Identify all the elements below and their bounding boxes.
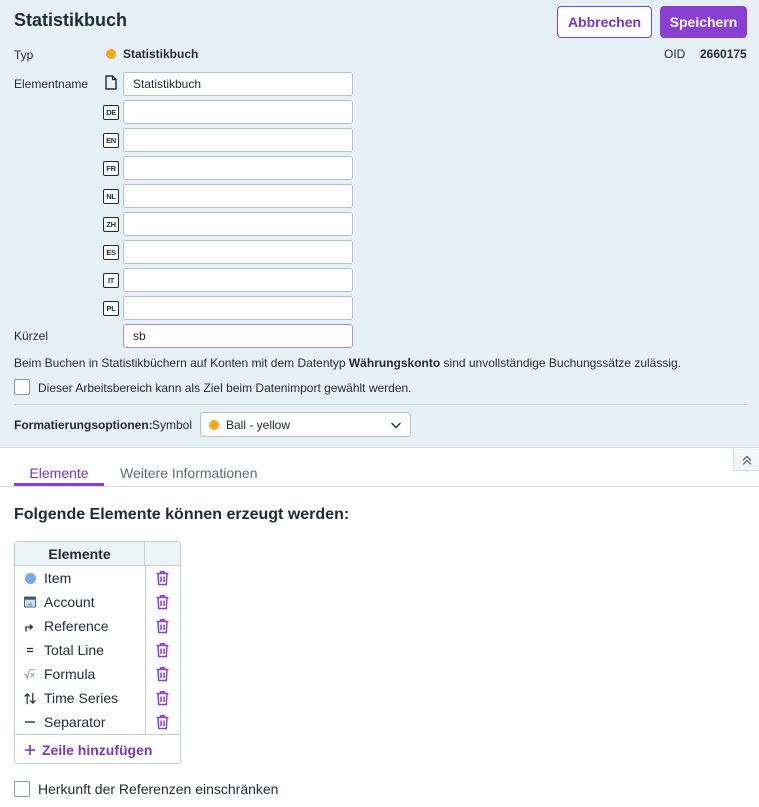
typ-value-text: Statistikbuch [123,47,199,61]
info-text [14,356,681,370]
trash-icon[interactable] [155,594,170,610]
elementname-es-input[interactable] [123,240,353,264]
lang-es-icon: ES [103,245,119,260]
active-tab-indicator [14,483,104,486]
row-label: Item [44,570,72,586]
elementname-pl-input[interactable] [123,296,353,320]
info-text-before: Beim Buchen in Statistikbüchern auf Konten mit dem Datentyp [14,356,349,370]
elementname-fr-input[interactable] [123,156,353,180]
lang-en-icon: EN [103,133,119,148]
table-row-formula[interactable] [15,662,145,686]
chevron-down-icon [390,419,402,431]
ball-icon [106,49,116,59]
account-icon [24,596,36,608]
reference-arrow-icon [24,620,36,632]
page-title: Statistikbuch [14,10,128,30]
trash-icon[interactable] [155,666,170,682]
lang-zh-icon: ZH [103,217,119,232]
row-label: Formula [44,666,96,682]
typ-label: Typ [14,48,34,62]
tab-elemente[interactable]: Elemente [29,465,89,481]
save-button[interactable]: Speichern [660,6,747,38]
dash-icon [24,716,36,728]
tab-weitere-informationen[interactable]: Weitere Informationen [120,465,258,481]
table-row-time-series[interactable] [15,686,145,710]
restrict-references-checkbox[interactable] [14,781,30,797]
elements-table [14,541,181,764]
trash-icon[interactable] [155,570,170,586]
plus-icon [24,744,36,756]
table-row-item[interactable] [15,566,145,590]
table-row-reference[interactable] [15,614,145,638]
collapse-button[interactable] [733,449,759,471]
import-target-label: Dieser Arbeitsbereich kann als Ziel beim Datenimport gewählt werden. [38,381,412,395]
elementname-nl-input[interactable] [123,184,353,208]
kuerzel-label: Kürzel [14,329,49,343]
symbol-label: Symbol [152,418,193,432]
kuerzel-input[interactable]: sb [123,324,353,348]
add-row-label: Zeile hinzufügen [42,741,153,758]
table-row-total-line[interactable] [15,638,145,662]
table-header-label: Elemente [15,542,145,566]
trash-icon[interactable] [155,618,170,634]
table-column-divider [145,566,146,734]
trash-icon[interactable] [155,690,170,706]
elementname-label: Elementname [14,77,89,91]
row-label: Reference [44,618,109,634]
table-header [15,542,180,566]
row-label: Time Series [44,690,119,706]
table-row-account[interactable] [15,590,145,614]
format-options-label: Formatierungsoptionen: [14,418,153,432]
info-text-after: sind unvollständige Buchungssätze zulässig. [440,356,682,370]
oid-label: OID [664,47,686,61]
lang-nl-icon: NL [103,189,119,204]
row-label: Total Line [44,642,104,658]
document-icon [105,75,117,90]
lang-pl-icon: PL [103,301,119,316]
elementname-zh-input[interactable] [123,212,353,236]
tab-bar [0,448,759,487]
ball-icon [209,420,219,430]
row-label: Account [44,594,95,610]
import-target-checkbox[interactable] [14,379,30,395]
typ-value [106,47,198,61]
trash-icon[interactable] [155,642,170,658]
cancel-button[interactable]: Abbrechen [557,6,652,38]
lang-fr-icon: FR [103,161,119,176]
info-text-bold: Währungskonto [348,356,441,370]
lang-de-icon: DE [103,105,119,120]
add-row-button[interactable] [15,734,180,764]
double-chevron-up-icon [741,454,753,466]
oid-value: 2660175 [700,47,747,61]
restrict-references-label: Herkunft der Referenzen einschränken [38,781,279,797]
trash-icon[interactable] [155,714,170,730]
lang-it-icon: IT [103,273,119,288]
section-title: Folgende Elemente können erzeugt werden: [14,506,350,523]
elementname-en-input[interactable] [123,128,353,152]
elementname-it-input[interactable] [123,268,353,292]
equals-icon [24,644,36,656]
symbol-select-value: Ball - yellow [226,417,291,432]
sqrt-icon [24,668,36,680]
divider [14,404,748,405]
elementname-de-input[interactable] [123,100,353,124]
row-label: Separator [44,714,106,730]
table-row-separator[interactable] [15,710,145,734]
elementname-input[interactable]: Statistikbuch [123,72,353,96]
symbol-select[interactable] [200,412,411,437]
up-down-arrows-icon [24,692,36,704]
ball-icon [24,572,36,584]
